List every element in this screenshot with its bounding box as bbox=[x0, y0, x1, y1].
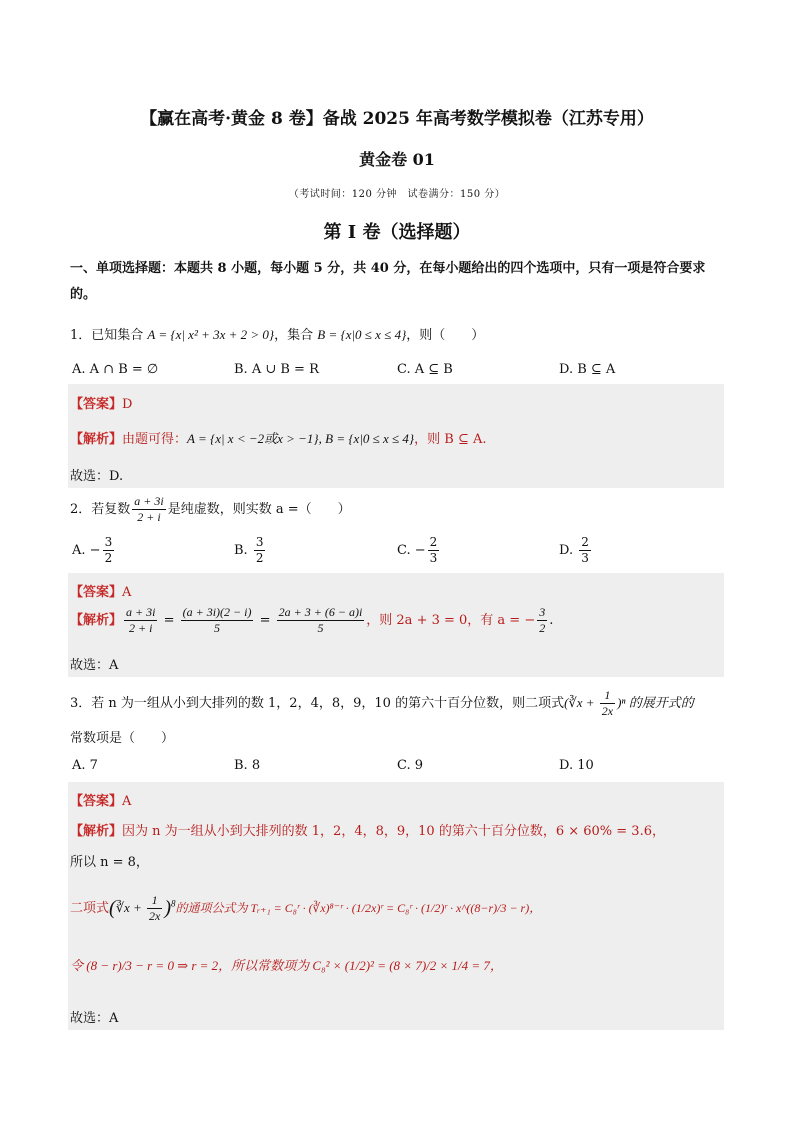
q3-option-c: C. 9 bbox=[397, 758, 424, 773]
q2-option-b: B. $\frac{3}{2}$ bbox=[234, 535, 264, 565]
q2-option-a: A. − $\frac{3}{2}$ bbox=[72, 535, 113, 565]
q1-answer: D bbox=[122, 397, 133, 412]
exam-subtitle: 黄金卷 01 bbox=[359, 150, 435, 169]
q3-option-d: D. 10 bbox=[559, 758, 594, 773]
volume-heading: 第 I 卷（选择题） bbox=[323, 222, 471, 243]
q1-option-d: D. B ⊆ A bbox=[559, 362, 616, 377]
q2-option-c: C. − $\frac{2}{3}$ bbox=[397, 535, 438, 565]
q3-choice: 故选：A bbox=[70, 1011, 119, 1026]
exam-title: 【赢在高考·黄金 8 卷】备战 2025 年高考数学模拟卷（江苏专用） bbox=[140, 109, 654, 129]
question-3: 3．若 n 为一组从小到大排列的数 1，2，4，8，9，10 的第六十百分位数，则二项式(∛x + $\frac{1}{2x}$ )ⁿ 的展开式的 bbox=[70, 688, 694, 718]
q2-answer: A bbox=[122, 585, 132, 600]
set-a: A = {x| x² + 3x + 2 > 0} bbox=[147, 327, 275, 342]
analysis-label: 【解析】 bbox=[70, 432, 123, 447]
q2-option-d: D. $\frac{2}{3}$ bbox=[559, 535, 589, 565]
q1-option-c: C. A ⊆ B bbox=[397, 362, 453, 377]
set-b: B = {x|0 ≤ x ≤ 4} bbox=[317, 327, 407, 342]
q2-choice: 故选：A bbox=[70, 658, 119, 673]
answer-label: 【答案】 bbox=[70, 397, 123, 412]
question-2: 2．若复数 $\frac{a + 3i}{2 + i}$ 是纯虚数，则实数 a =（ ） bbox=[70, 494, 351, 524]
q3-option-b: B. 8 bbox=[234, 758, 261, 773]
q2-answer-block: 【答案】A 【解析】 $\frac{a + 3i}{2 + i}$ = $\frac{(a + 3i)(2 - i)}{5}$ = $\frac{2a + 3 + (6 - a)i}{5}$ ，则 2a + 3 = 0，有 a = − $\frac{3}{2}$ . 故选：A bbox=[68, 573, 724, 677]
q1-option-b: B. A ∪ B = R bbox=[234, 362, 319, 377]
question-3-line-2: 常数项是（ ） bbox=[70, 731, 175, 746]
q3-option-a: A. 7 bbox=[72, 758, 98, 773]
section-heading: 一、单项选择题：本题共 8 小题，每小题 5 分，共 40 分，在每小题给出的四个选项中，只有一项是符合要求的。 bbox=[70, 261, 706, 302]
exam-info: （考试时间：120 分钟 试卷满分：150 分） bbox=[288, 189, 506, 200]
q1-answer-block: 【答案】D 【解析】由题可得：A = {x| x < −2或x > −1}, B = {x|0 ≤ x ≤ 4}，则 B ⊆ A. 故选：D. bbox=[68, 384, 724, 488]
q3-answer-block: 【答案】A 【解析】因为 n 为一组从小到大排列的数 1，2，4，8，9，10 的第六十百分位数，6 × 60% = 3.6， 所以 n = 8， 二项式(∛x + $\frac{1}{2x}$ )$^8$的通项公式为 Tᵣ₊₁ = C₈ʳ · (∛x)⁸⁻ʳ · (1/2x)ʳ = C₈ʳ · (1/2)ʳ · x^((8−r)/3 − r)， 令 (8 − r)/3 − r = 0 ⇒ r = 2，所以常数项为 C₈² × (1/2)² = (8 × 7)/2 × 1/4 = 7， 故选：A bbox=[68, 782, 724, 1030]
q1-choice: 故选：D. bbox=[70, 469, 124, 484]
q1-option-a: A. A ∩ B = ∅ bbox=[72, 362, 159, 377]
q3-answer: A bbox=[122, 794, 132, 809]
question-1: 1．已知集合 A = {x| x² + 3x + 2 > 0}，集合 B = {x|0 ≤ x ≤ 4}，则（ ） bbox=[70, 327, 485, 343]
